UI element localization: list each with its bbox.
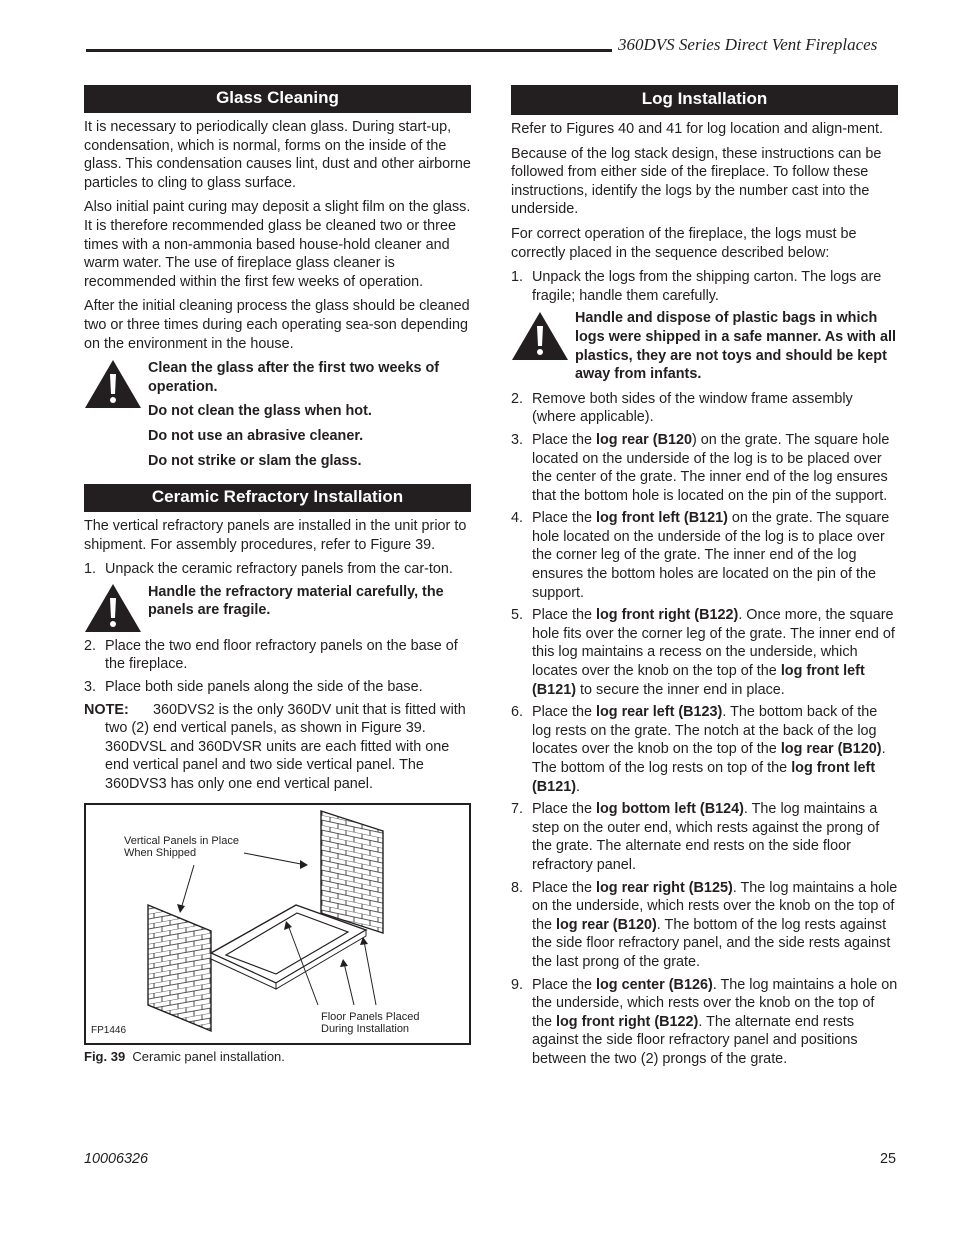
step-text: . The log maintains a hole on the underside, which rests over the knob on the top of the (532, 879, 898, 933)
note-label: NOTE: (84, 701, 129, 718)
list-item (511, 976, 898, 1069)
warning-icon (84, 359, 142, 409)
header-rule (86, 49, 612, 52)
log-name: log rear (B120) (780, 741, 882, 758)
document-number: 10006326 (84, 1151, 149, 1167)
log-name: log front right (B122) (596, 607, 739, 624)
glass-warning-4: Do not strike or slam the glass. (148, 452, 362, 469)
label-vertical-panels: Vertical Panels in Place When Shipped (124, 834, 239, 859)
log-name: log bottom left (B124) (596, 801, 744, 818)
step-text: to secure the inner end in place. (576, 681, 785, 698)
step-text: Unpack the ceramic refractory panels from the car-ton. (105, 561, 453, 578)
log-name: log front left (B121) (532, 663, 865, 698)
label-floor-panels: Floor Panels Placed During Installation (321, 1010, 420, 1035)
figure-caption (84, 1048, 471, 1067)
log-name: log front left (B121) (596, 510, 728, 527)
step-text: . The log maintains a hole on the underside, which rests over the knob on the top of the (532, 976, 898, 1030)
list-item (84, 637, 471, 674)
log-name: log rear (B120) (556, 916, 657, 933)
list-item (84, 678, 471, 697)
step-text: Place the two end floor refractory panels on the base of the fireplace. (105, 637, 458, 673)
step-text: . The log maintains a step on the outer end, which rests against the prong of the grate. The alternate end rests on the side floor refractory panel. (532, 801, 880, 873)
glass-warning-1: Clean the glass after the first two weeks of operation. (148, 360, 440, 395)
list-item (511, 509, 898, 602)
step-text: Place the (532, 801, 596, 818)
step-text: Place the (532, 879, 596, 896)
step-number: 2. (84, 637, 97, 654)
step-number: 6. (511, 704, 524, 721)
step-text: . (576, 778, 580, 795)
glass-warning-2: Do not clean the glass when hot. (148, 403, 372, 420)
step-text: Place the (532, 976, 596, 993)
step-text: Unpack the logs from the shipping carton. The logs are fragile; handle them carefully. (532, 269, 882, 304)
ceramic-warning-text: Handle the refractory material carefully, the panels are fragile. (148, 583, 444, 619)
log-name: log rear (B120 (596, 431, 692, 448)
ceramic-note (84, 701, 471, 794)
step-text: on the grate. The square hole located on the underside of the log is to place over the corner leg of the grate. The inner end of the log ensures the bottom holes are located on the pin of the support. (532, 510, 890, 601)
caption-number: Fig. 39 (84, 1048, 126, 1064)
step-text: . The bottom of the log rests on top of the (532, 741, 886, 776)
log-name: log rear right (B125) (596, 879, 733, 896)
list-item (511, 390, 898, 427)
step-number: 9. (511, 976, 524, 993)
log-name: log center (B126) (596, 976, 713, 993)
ceramic-steps (84, 560, 471, 579)
step-text: Remove both sides of the window frame assembly (where applicable). (532, 390, 853, 426)
ceramic-heading: Ceramic Refractory Installation (84, 484, 471, 512)
step-number: 5. (511, 607, 524, 624)
log-installation-heading: Log Installation (511, 85, 898, 115)
figure-39 (84, 803, 471, 1045)
list-item (84, 560, 471, 579)
log-name: log rear left (B123) (596, 704, 723, 721)
step-number: 4. (511, 510, 524, 527)
list-item (511, 431, 898, 505)
note-text: 360DVS2 is the only 360DV unit that is fitted with two (2) end vertical panels, as shown in Figure 39. 360DVSL and 360DVSR units are each fitted with one end vertical panel and two side vertical panel. The 360DVS3 has only one end vertical panel. (105, 701, 466, 793)
step-text: . The bottom back of the log rests on the grate. The notch at the back of the log locates over the knob on the top of the (532, 704, 878, 758)
caption-text: Ceramic panel installation. (132, 1048, 285, 1064)
step-number: 2. (511, 390, 524, 407)
step-text: . Once more, the square hole fits over the corner leg of the grate. The inner end of this log maintains a recess on the underside, which locates over the knob on the top of the (532, 607, 895, 680)
step-text: ) on the grate. The square hole located on the underside of the log is to be placed over the center of the grate. The inner end of the log ensures that the bottom hole is located on the pin of the support. (532, 431, 890, 504)
page-number: 25 (880, 1151, 897, 1167)
glass-paragraph-3: After the initial cleaning process the glass should be cleaned two or three times during each operating sea-son depending on the environment in the house. (84, 298, 470, 352)
step-number: 3. (84, 679, 97, 696)
step-text: . The bottom of the log rests against the side floor refractory panel, and the side rests against the last prong of the grate. (532, 916, 891, 970)
log-paragraph-1: Refer to Figures 40 and 41 for log location and align-ment. (511, 121, 883, 137)
log-name: log front right (B122) (556, 1013, 699, 1030)
step-text: Place the (532, 510, 596, 527)
log-steps-cont (511, 390, 898, 1069)
figure-code: FP1446 (91, 1024, 127, 1036)
step-number: 7. (511, 801, 524, 818)
glass-paragraph-2: Also initial paint curing may deposit a slight film on the glass. It is therefore recommended glass be cleaned two or three times with a non-ammonia based house-hold cleaner and warm water. The use of fireplace glass cleaner is recommended within the first few weeks of operation. (84, 199, 471, 290)
list-item (511, 268, 898, 305)
list-item (511, 703, 898, 796)
step-text: Place the (532, 704, 596, 721)
step-number: 1. (511, 269, 524, 286)
glass-warning (84, 359, 471, 470)
right-column (511, 85, 898, 1073)
step-text: . The alternate end rests against the side floor refractory panel and positions between the two (2) prongs of the grate. (532, 1013, 858, 1067)
step-number: 1. (84, 561, 97, 578)
log-paragraph-3: For correct operation of the fireplace, the logs must be correctly placed in the sequence described below: (511, 225, 857, 261)
step-text: Place both side panels along the side of the base. (105, 679, 423, 696)
left-column (84, 85, 471, 1066)
log-paragraph-2: Because of the log stack design, these instructions can be followed from either side of the fireplace. To follow these instructions, identify the logs by the number cast into the underside. (511, 145, 882, 218)
list-item (511, 606, 898, 699)
header-title: 360DVS Series Direct Vent Fireplaces (618, 35, 878, 54)
glass-paragraph-1: It is necessary to periodically clean glass. During start-up, condensation, which is normal, forms on the inside of the glass. This condensation causes lint, dust and other airborne particles to cling to glass surface. (84, 119, 471, 191)
step-number: 3. (511, 431, 524, 448)
ceramic-warning (84, 583, 471, 631)
list-item (511, 800, 898, 874)
step-text: Place the (532, 607, 596, 624)
warning-icon (511, 311, 569, 361)
log-warning-text: Handle and dispose of plastic bags in which logs were shipped in a safe manner. As with all plastics, they are not toys and should be kept away from infants. (575, 310, 896, 383)
step-text: Place the (532, 431, 596, 448)
log-steps (511, 268, 898, 305)
glass-cleaning-heading: Glass Cleaning (84, 85, 471, 113)
warning-icon (84, 583, 142, 633)
list-item (511, 879, 898, 972)
glass-warning-3: Do not use an abrasive cleaner. (148, 427, 364, 444)
ceramic-steps-cont (84, 637, 471, 697)
log-name: log front left (B121) (532, 760, 876, 795)
ceramic-paragraph-1: The vertical refractory panels are installed in the unit prior to shipment. For assembly procedures, refer to Figure 39. (84, 518, 467, 553)
step-number: 8. (511, 879, 524, 896)
log-warning (511, 309, 898, 383)
